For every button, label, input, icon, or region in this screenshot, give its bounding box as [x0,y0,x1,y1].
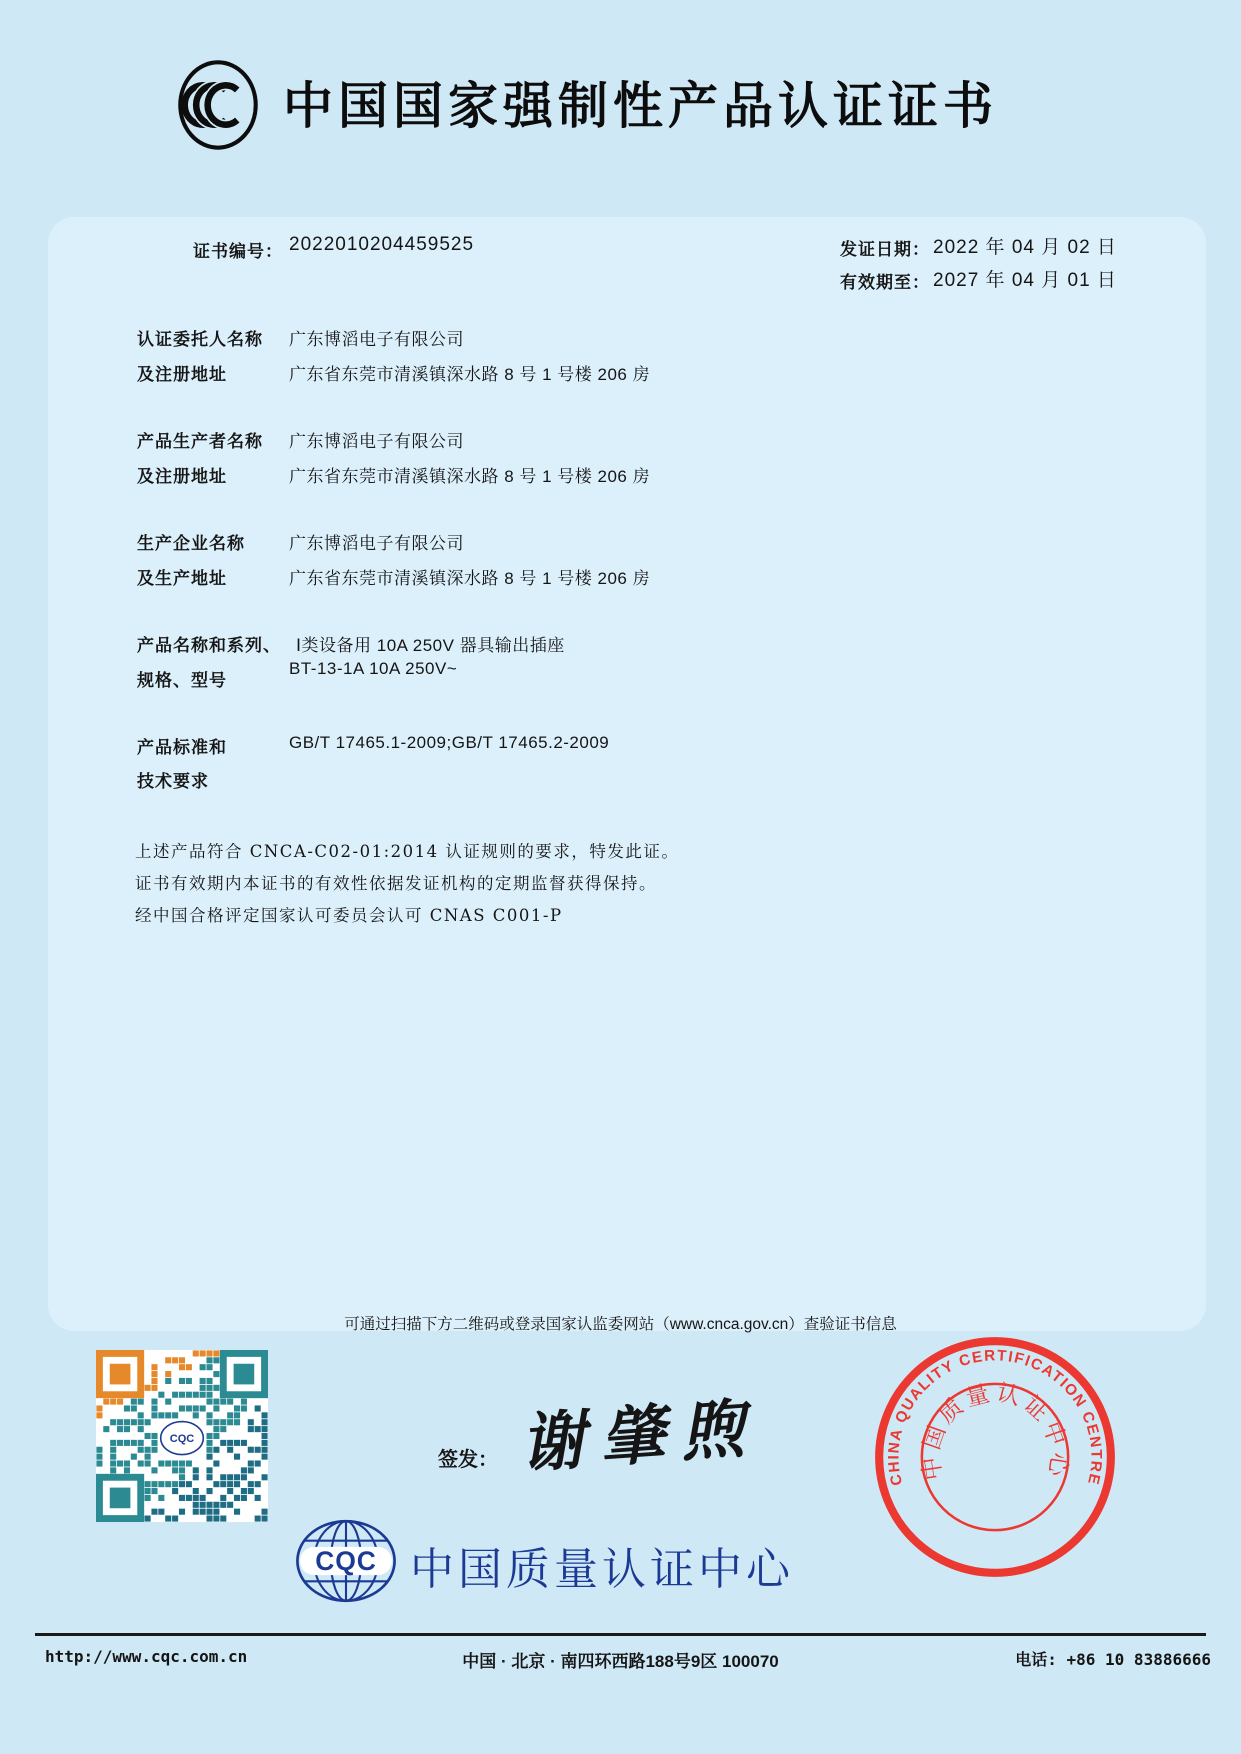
applicant-address-label: 及注册地址 [137,365,227,384]
stamp-outer-text: CHINA QUALITY CERTIFICATION CENTRE [885,1347,1105,1488]
issue-date-value: 2022 年 04 月 02 日 [933,237,1117,258]
factory-address-value: 广东省东莞市清溪镇深水路 8 号 1 号楼 206 房 [289,569,651,588]
producer-name-value: 广东博滔电子有限公司 [289,432,464,451]
cqc-logo-letters: CQC [315,1545,377,1576]
stamp-inner-text: 中国质量认证中心 [916,1379,1074,1483]
issuer-name: 中国质量认证中心 [410,1545,794,1594]
producer-address-label: 及注册地址 [137,467,227,486]
cqc-globe-icon [293,1514,399,1608]
product-model-value: BT-13-1A 10A 250V~ [289,659,458,678]
cert-number-label: 证书编号： [193,242,283,262]
producer-address-value: 广东省东莞市清溪镇深水路 8 号 1 号楼 206 房 [289,467,651,486]
factory-name-label: 生产企业名称 [137,534,245,553]
expiry-date-value: 2027 年 04 月 01 日 [933,270,1117,291]
page-title: 中国国家强制性产品认证证书 [283,78,998,134]
standard-value: GB/T 17465.1-2009;GB/T 17465.2-2009 [289,733,610,752]
svg-text:CQC: CQC [169,1433,195,1446]
expiry-date-label: 有效期至： [840,273,930,293]
statement-line-3: 经中国合格评定国家认可委员会认可 CNAS C001-P [135,906,563,925]
producer-name-label: 产品生产者名称 [137,432,263,451]
statement-line-1: 上述产品符合 CNCA-C02-01:2014 认证规则的要求，特发此证。 [135,842,680,861]
applicant-name-value: 广东博滔电子有限公司 [289,330,464,349]
product-model-label: 规格、型号 [137,671,227,690]
factory-name-value: 广东博滔电子有限公司 [289,534,464,553]
applicant-name-label: 认证委托人名称 [137,330,263,349]
ccc-logo-icon [177,58,259,152]
product-name-label: 产品名称和系列、 [137,636,281,655]
footer-url[interactable]: http://www.cqc.com.cn [45,1647,248,1666]
standard-label: 产品标准和 [137,738,227,757]
footer-phone: 电话: +86 10 83886666 [1015,1650,1211,1669]
footer-divider [35,1633,1206,1636]
technical-requirement-label: 技术要求 [137,772,209,791]
applicant-address-value: 广东省东莞市清溪镇深水路 8 号 1 号楼 206 房 [289,365,651,384]
cert-number-value: 2022010204459525 [289,234,475,255]
svg-text:中国质量认证中心 [917,1379,1073,1482]
sign-label: 签发： [438,1447,498,1471]
product-name-value: Ⅰ类设备用 10A 250V 器具输出插座 [296,636,565,655]
signature-handwriting: 谢肇煦 [518,1390,763,1483]
verification-note: 可通过扫描下方二维码或登录国家认监委网站（www.cnca.gov.cn）查验证书信息 [344,1316,897,1333]
statement-line-2: 证书有效期内本证书的有效性依据发证机构的定期监督获得保持。 [135,874,657,893]
red-stamp [868,1330,1122,1584]
footer-address: 中国 · 北京 · 南四环西路188号9区 100070 [462,1652,779,1671]
factory-address-label: 及生产地址 [137,569,227,588]
qr-code [96,1350,268,1522]
issue-date-label: 发证日期： [840,240,930,260]
